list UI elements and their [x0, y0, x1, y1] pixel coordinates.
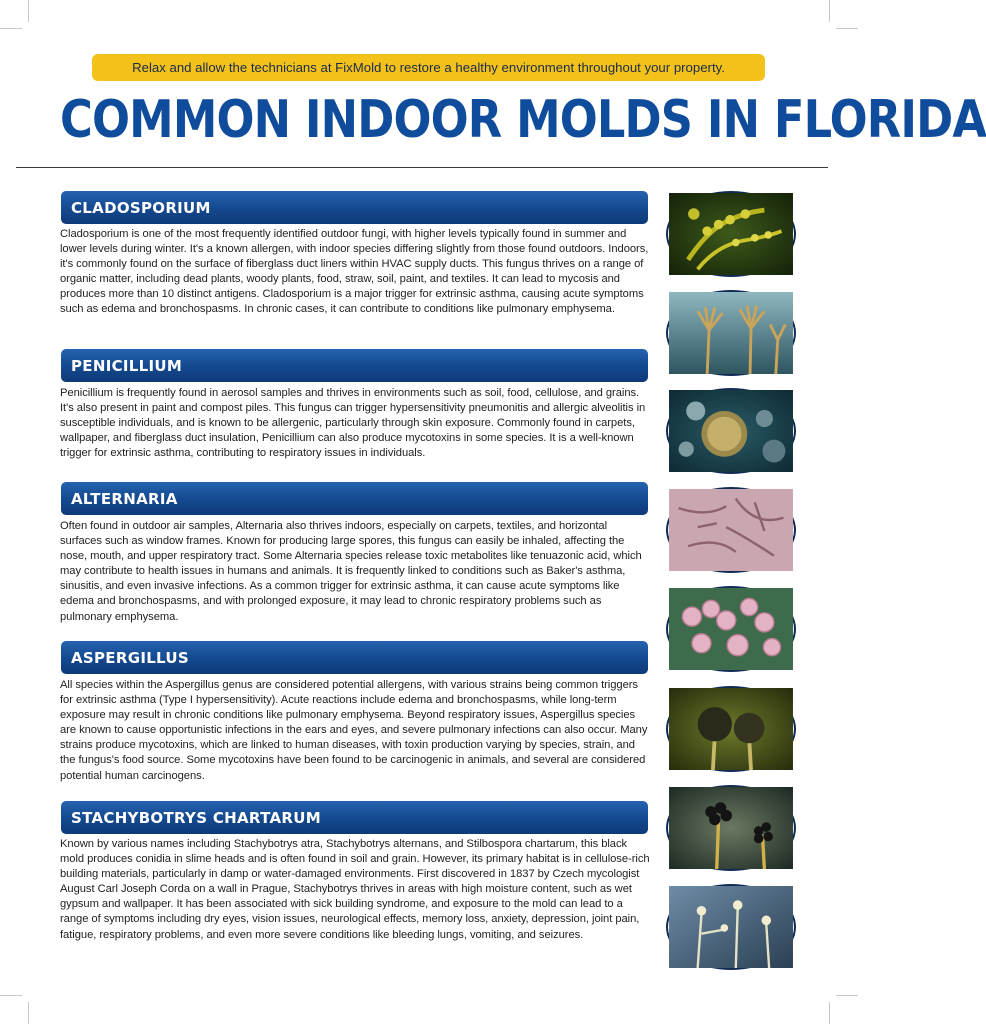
spore-micrograph-teal-image: [666, 388, 796, 474]
tagline-banner: Relax and allow the technicians at FixMold to restore a healthy environment throughout your property.: [92, 54, 765, 81]
crop-mark: [829, 1002, 830, 1024]
section-body-aspergillus: All species within the Aspergillus genus are considered potential allergens, with various strains being common triggers for extrinsic asthma (Type I hypersensitivity). Acute reactions include edema and bronchospasms, while long-term exposure may result in chronic conditions like pulmonary emphysema. Beyond respiratory issues, Aspergillus species are known to cause opportunistic infections in the ears and eyes, and severe pulmonary infections can also occur. Many strains produce mycotoxins, which are linked to human diseases, with toxin production varying by species, strain, and the fungus's food source. Some mycotoxins have been found to be carcinogenic in animals, and several are considered potential human carcinogens.: [60, 679, 648, 782]
penicillium-micrograph-image: [666, 290, 796, 376]
crop-mark: [28, 0, 29, 22]
crop-mark: [829, 0, 830, 22]
hyphae-micrograph-blue-image: [666, 884, 796, 970]
title-divider: [16, 167, 828, 168]
section-body-penicillium: Penicillium is frequently found in aerosol samples and thrives in environments such as soil, food, cellulose, and grains. It's also present in paint and compost piles. This fungus can trigger hypersensitivity pneumonitis and allergic alveolitis in susceptible individuals, and is known to be allergenic, particularly through skin exposure. Commonly found in carpets, wallpaper, and fiberglass duct insulation, Penicillium can also produce mycotoxins in some species. It is a well-known trigger for extrinsic asthma, contributing to respiratory issues in individuals.: [60, 387, 646, 460]
section-header-stachybotrys: STACHYBOTRYS CHARTARUM: [61, 801, 648, 834]
aspergillus-micrograph-image: [666, 686, 796, 772]
crop-mark: [0, 28, 22, 29]
spore-cluster-micrograph-image: [666, 586, 796, 672]
section-body-cladosporium: Cladosporium is one of the most frequently identified outdoor fungi, with higher levels typically found in summer and lower levels during winter. It's a known allergen, with indoor species differing slightly from those found outdoors. Indoors, it's commonly found on the surface of fiberglass duct liners within HVAC supply ducts. This fungus thrives on a range of organic matter, including dead plants, woody plants, food, straw, soil, paint, and textiles. It can lead to mycosis and produces more than 10 distinct antigens. Cladosporium is a major trigger for extrinsic asthma, causing acute symptoms such as edema and bronchospasms. In chronic cases, it can contribute to conditions like pulmonary emphysema.: [60, 228, 649, 316]
stachybotrys-micrograph-image: [666, 785, 796, 871]
crop-mark: [836, 995, 858, 996]
crop-mark: [0, 995, 22, 996]
page-title: COMMON INDOOR MOLDS IN FLORIDA: [60, 90, 986, 150]
section-header-cladosporium: CLADOSPORIUM: [61, 191, 648, 224]
alternaria-micrograph-pink-image: [666, 487, 796, 573]
section-body-alternaria: Often found in outdoor air samples, Alternaria also thrives indoors, especially on carpets, textiles, and horizontal surfaces such as window frames. Known for producing large spores, this fungus can easily be inhaled, affecting the nose, mouth, and upper respiratory tract. Some Alternaria species release toxic metabolites like tenuazonic acid, which may contribute to health issues in humans and animals. It is frequently linked to conditions such as Baker's asthma, sinusitis, and even invasive infections. As a common trigger for extrinsic asthma, it can cause acute symptoms like edema and bronchospasms, and with prolonged exposure, it may lead to chronic respiratory problems such as pulmonary emphysema.: [60, 520, 642, 623]
crop-mark: [836, 28, 858, 29]
crop-mark: [28, 1002, 29, 1024]
section-header-aspergillus: ASPERGILLUS: [61, 641, 648, 674]
section-header-penicillium: PENICILLIUM: [61, 349, 648, 382]
cladosporium-micrograph-image: [666, 191, 796, 277]
section-body-stachybotrys: Known by various names including Stachybotrys atra, Stachybotrys alternans, and Stilbospora chartarum, this black mold produces conidia in slime heads and is often found in soil and grain. However, its primary habitat is in cellulose-rich building materials, particularly in damp or water-damaged environments. First discovered in 1837 by Czech mycologist August Carl Joseph Corda on a wall in Prague, Stachybotrys thrives in areas with high moisture content, such as wet gypsum and wallpaper. It has been associated with sick building syndrome, and exposure to the mold can lead to a range of symptoms including dry eyes, vision issues, neurological effects, memory loss, anxiety, depression, joint pain, fatigue, respiratory problems, and even more severe conditions like bleeding lungs, vomiting, and seizures.: [60, 838, 650, 941]
section-header-alternaria: ALTERNARIA: [61, 482, 648, 515]
